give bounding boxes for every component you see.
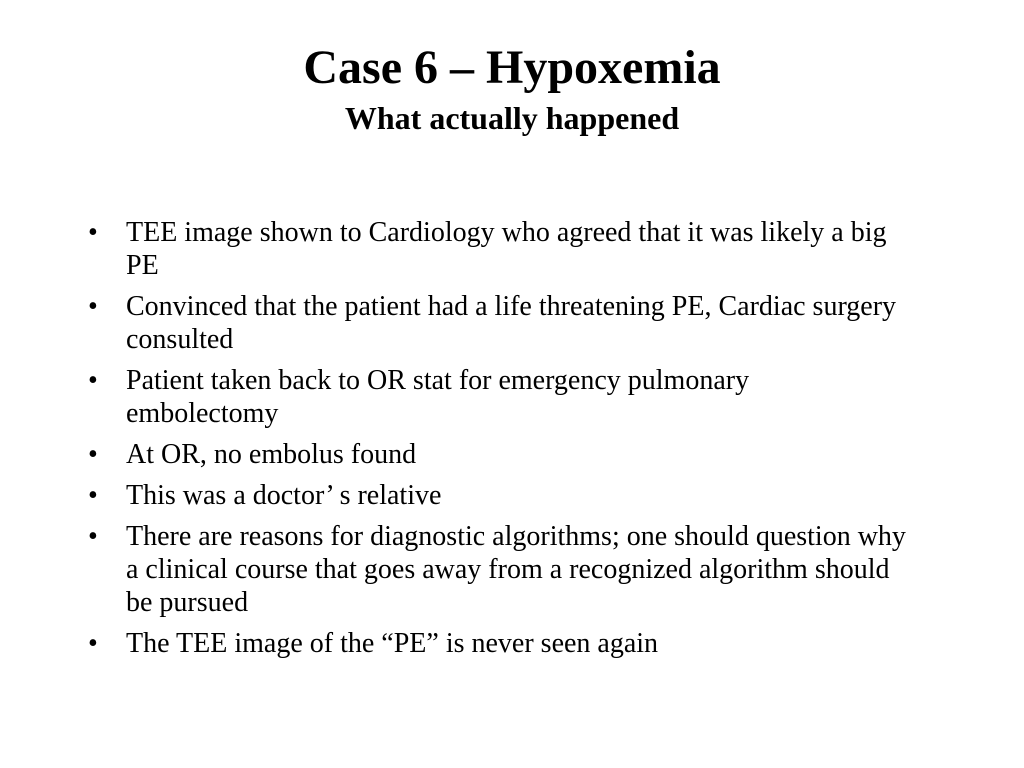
bullet-item (88, 627, 908, 660)
bullet-text: TEE image shown to Cardiology who agreed that it was likely a big PE (126, 217, 887, 281)
bullet-item (88, 290, 908, 356)
bullet-icon: • (88, 480, 98, 511)
bullet-item (88, 364, 908, 430)
bullet-item (88, 520, 908, 619)
bullet-icon: • (88, 217, 98, 248)
bullet-item (88, 438, 908, 471)
bullet-text: At OR, no embolus found (126, 439, 417, 470)
bullet-item (88, 479, 908, 512)
bullet-text: This was a doctor’ s relative (126, 480, 442, 511)
title-block (0, 38, 1024, 138)
bullet-icon: • (88, 365, 98, 396)
bullet-icon: • (88, 521, 98, 552)
bullet-icon: • (88, 628, 98, 659)
bullet-text: Convinced that the patient had a life threatening PE, Cardiac surgery consulted (126, 291, 897, 355)
bullet-icon: • (88, 291, 98, 322)
bullet-list (88, 216, 908, 668)
slide-title: Case 6 – Hypoxemia (303, 41, 721, 94)
slide-subtitle: What actually happened (344, 100, 680, 136)
bullet-icon: • (88, 439, 98, 470)
bullet-text: There are reasons for diagnostic algorithms; one should question why a clinical course that goes away from a recognized algorithm should be pursued (126, 521, 906, 618)
bullet-item (88, 216, 908, 282)
bullet-text: The TEE image of the “PE” is never seen again (126, 628, 659, 659)
bullet-text: Patient taken back to OR stat for emergency pulmonary embolectomy (126, 365, 750, 429)
